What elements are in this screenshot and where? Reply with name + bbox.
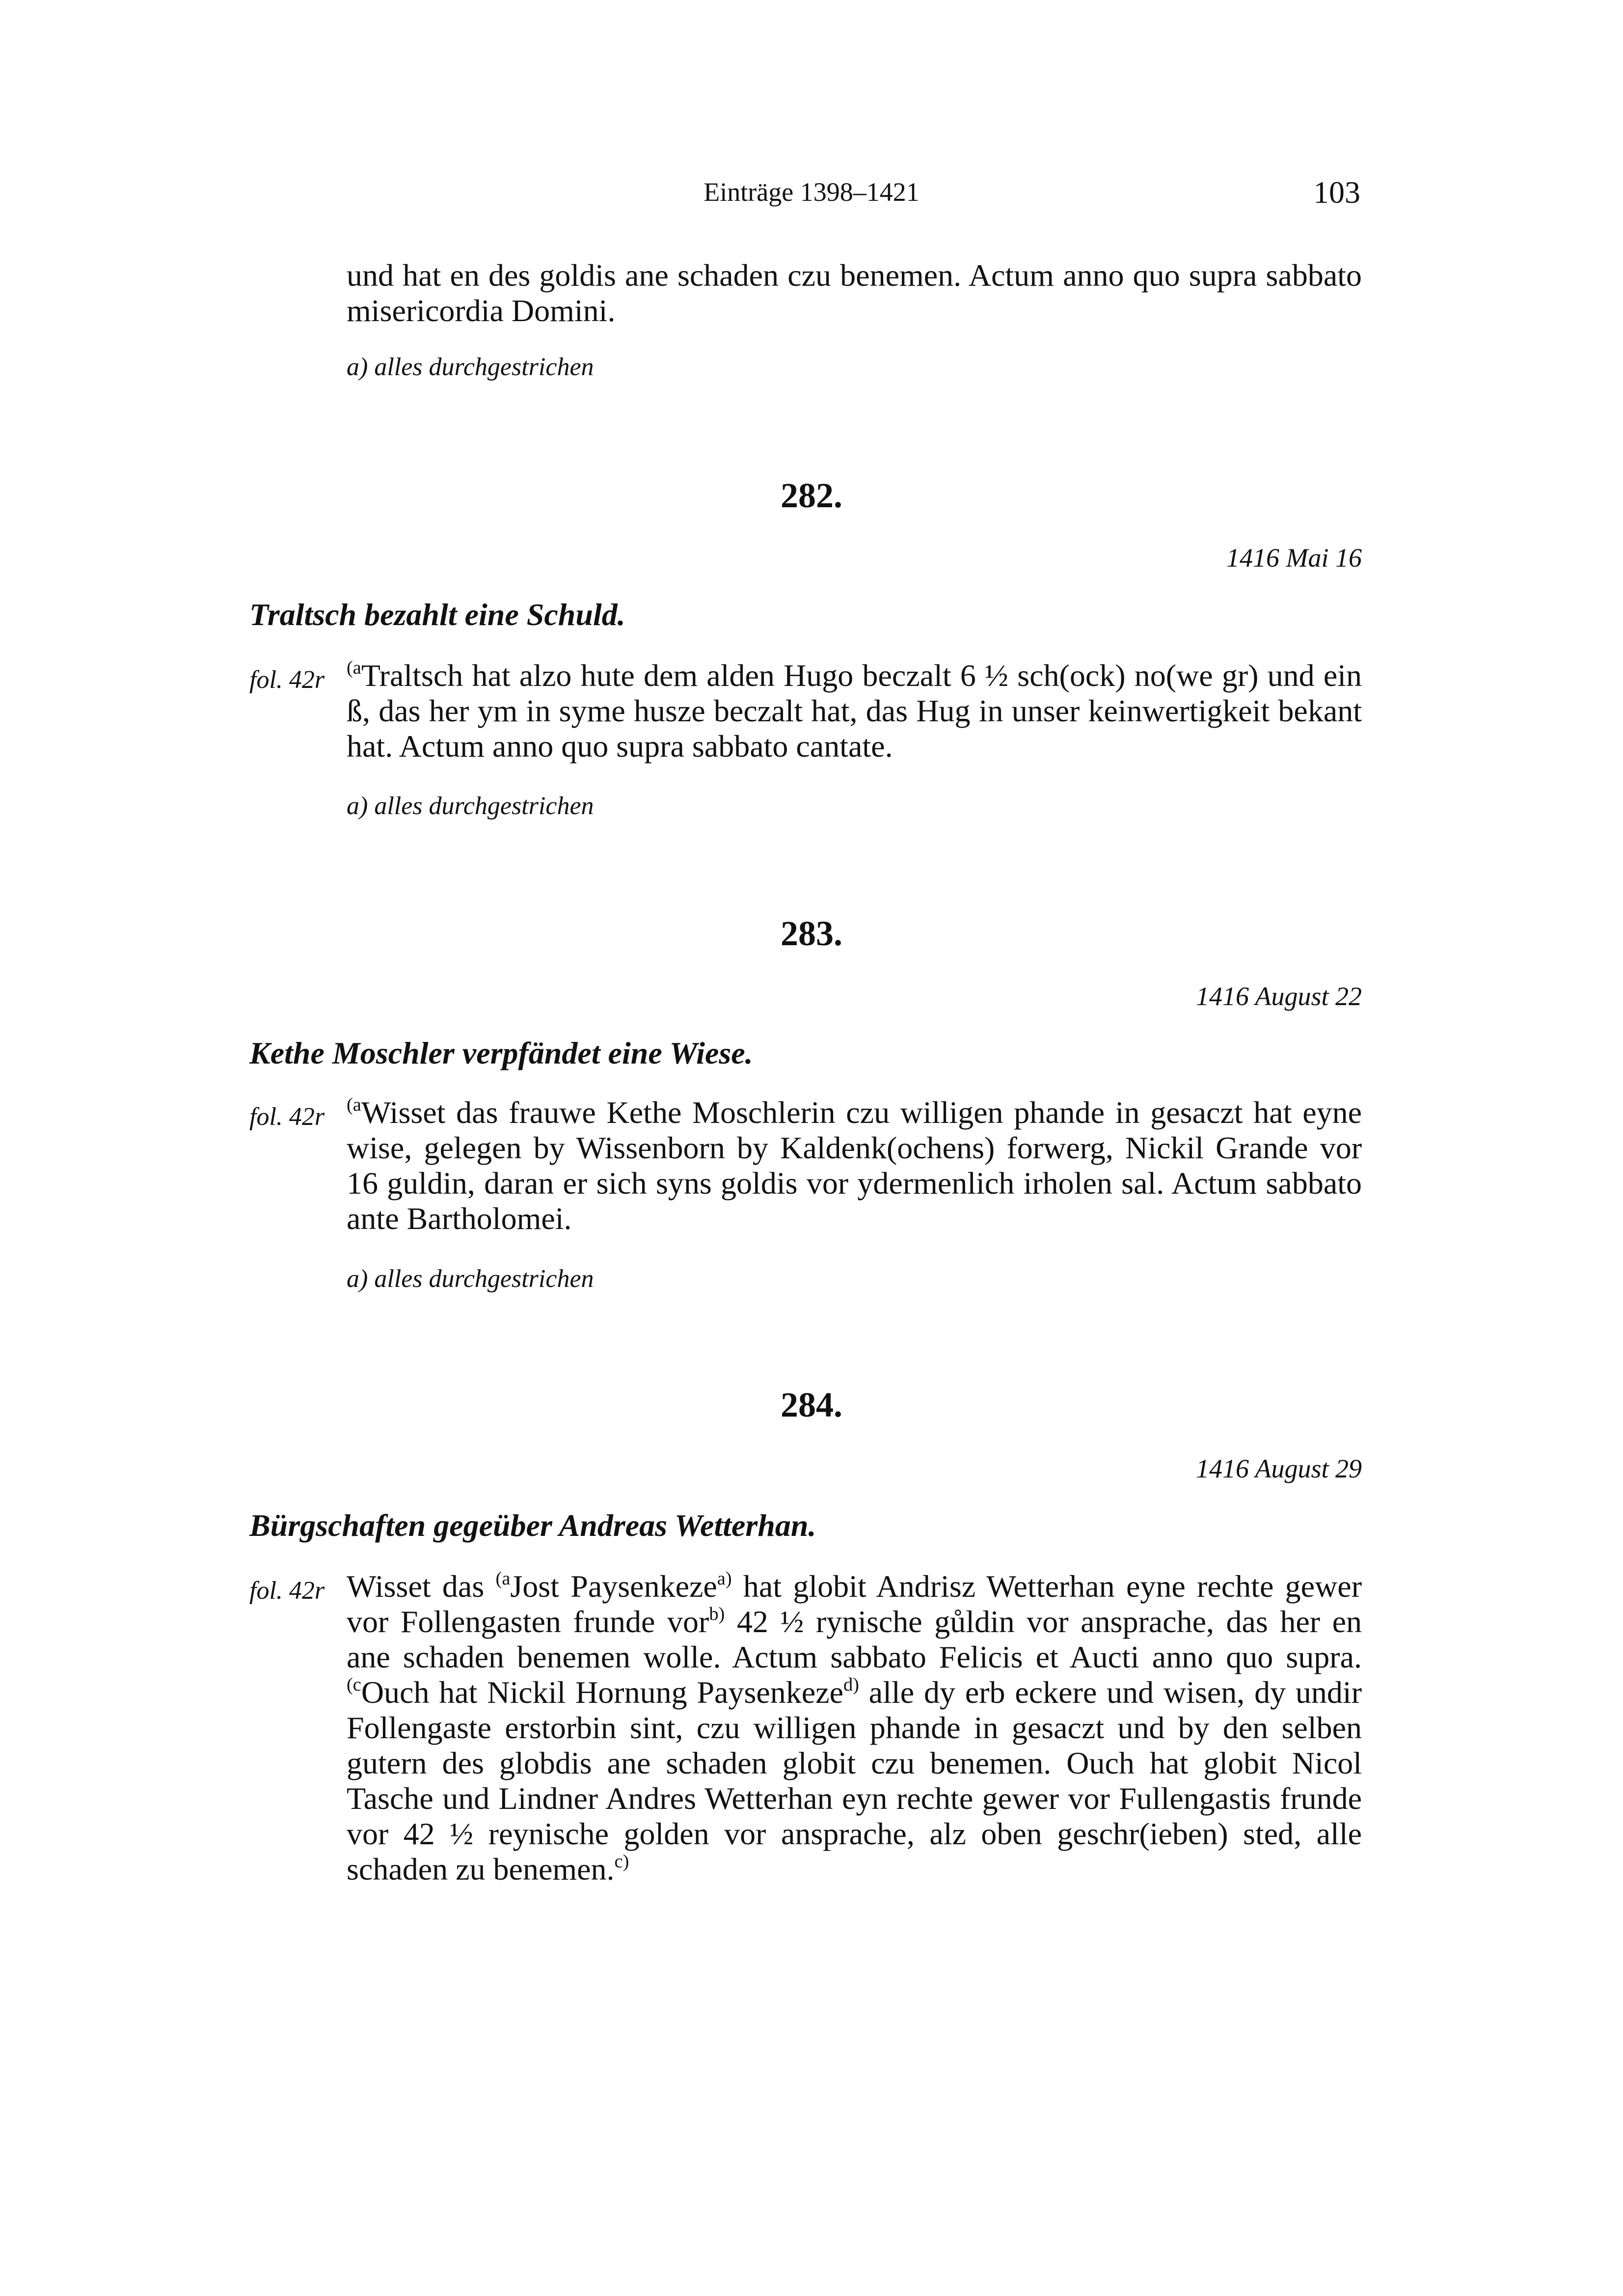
seg-4: hat globit Andrisz Wetterhan eyne rechte gewer vor Follengasten frunde vor: [347, 1569, 1362, 1639]
apparatus-mark: b): [709, 1604, 725, 1625]
entry-title: Traltsch bezahlt eine Schuld.: [249, 597, 625, 632]
folio-reference: fol. 42r: [249, 666, 325, 694]
entry-footnote: a) alles durchgestrichen: [347, 1265, 594, 1293]
apparatus-mark: (a: [347, 1094, 361, 1116]
continuation-footnote: a) alles durchgestrichen: [347, 353, 594, 381]
apparatus-mark: (c: [347, 1674, 361, 1695]
seg-2: Jost Paysenkeze: [510, 1569, 717, 1604]
entry-text: [347, 1095, 1362, 1236]
entry-date: 1416 August 22: [1195, 982, 1362, 1011]
entry-title: Kethe Moschler verpfändet eine Wiese.: [249, 1036, 753, 1070]
apparatus-mark: d): [843, 1674, 859, 1695]
running-header: Einträge 1398–1421: [703, 177, 920, 207]
seg-8: Ouch hat Nickil Hornung Paysenkeze: [361, 1675, 843, 1710]
apparatus-mark: (a: [347, 657, 361, 679]
entry-text-body: Traltsch hat alzo hute dem alden Hugo beczalt 6 ½ sch(ock) no(we gr) und ein ß, das her ym in syme husze beczalt hat, das Hug in unser keinwertigkeit bekant hat. Actum anno quo supra sabbato cantate.: [347, 658, 1362, 764]
seg-6: 42 ½ rynische gůldin vor ansprache, das her en ane schaden benemen wolle. Actum sabbato Felicis et Aucti anno quo supra.: [347, 1604, 1362, 1674]
page-number: 103: [1313, 175, 1360, 210]
entry-text: [347, 1569, 1362, 1887]
apparatus-mark: (a: [495, 1568, 511, 1589]
folio-reference: fol. 42r: [249, 1577, 325, 1605]
entry-number: 282.: [781, 476, 842, 515]
entry-number: 284.: [781, 1385, 842, 1424]
entry-text: [347, 658, 1362, 764]
entry-title: Bürgschaften gegeüber Andreas Wetterhan.: [249, 1508, 816, 1543]
entry-footnote: a) alles durchgestrichen: [347, 792, 594, 820]
folio-reference: fol. 42r: [249, 1103, 325, 1131]
entry-date: 1416 Mai 16: [1226, 543, 1362, 573]
apparatus-mark: c): [614, 1851, 629, 1872]
entry-number: 283.: [781, 914, 842, 953]
seg-10: alle dy erb eckere und wisen, dy undir Follengaste erstorbin sint, czu willigen phande in gesaczt und by den selben gutern des globdis ane schaden globit czu benemen. Ouch hat globit Nicol Tasche und Lindner Andres Wetterhan eyn rechte gewer vor Fullengastis frunde vor 42 ½ reynische golden vor ansprache, alz oben geschr(ieben) sted, alle schaden zu benemen.: [347, 1675, 1362, 1886]
entry-date: 1416 August 29: [1195, 1454, 1362, 1483]
entry-text-body: Wisset das frauwe Kethe Moschlerin czu willigen phande in gesaczt hat eyne wise, gelegen by Wissenborn by Kaldenk(ochens) forwerg, Nickil Grande vor 16 guldin, daran er sich syns goldis vor ydermenlich irholen sal. Actum sabbato ante Bartholomei.: [347, 1095, 1362, 1236]
seg-0: Wisset das: [347, 1569, 496, 1604]
apparatus-mark: a): [717, 1568, 732, 1589]
continuation-text: und hat en des goldis ane schaden czu benemen. Actum anno quo supra sabbato misericordia Domini.: [347, 258, 1362, 328]
